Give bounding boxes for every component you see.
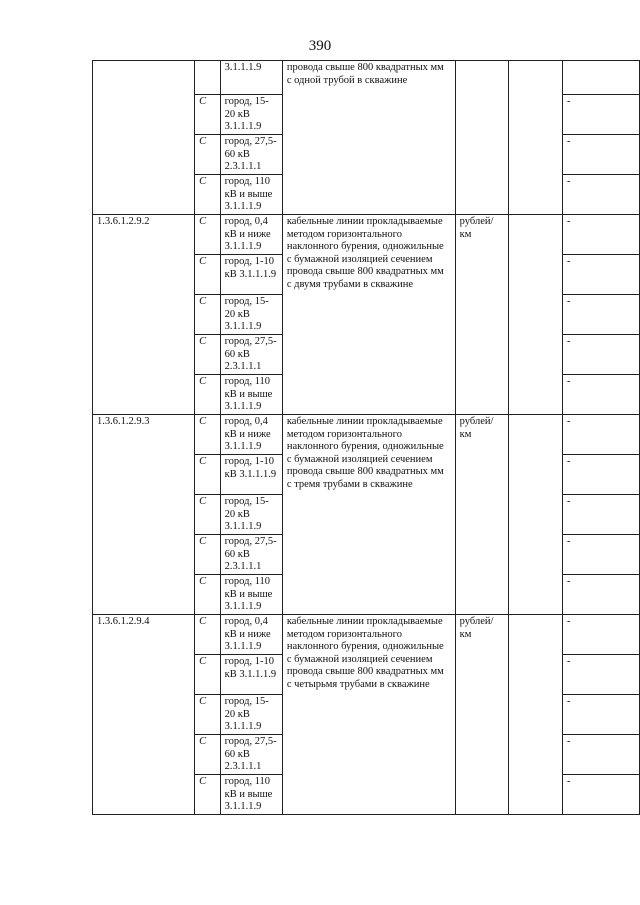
value-cell: - xyxy=(563,655,640,695)
description-cell: провода свыше 800 квадратных мм с одной трубой в скважине xyxy=(282,61,455,215)
value-cell: - xyxy=(563,135,640,175)
empty-cell xyxy=(509,615,563,815)
c-cell: С xyxy=(195,455,221,495)
value-cell: - xyxy=(563,455,640,495)
c-cell: С xyxy=(195,735,221,775)
unit-cell: рублей/ км xyxy=(455,415,508,615)
unit-cell: рублей/ км xyxy=(455,215,508,415)
c-cell: С xyxy=(195,175,221,215)
c-cell: С xyxy=(195,255,221,295)
unit-cell xyxy=(455,61,508,215)
city-cell: город, 0,4 кВ и ниже 3.1.1.1.9 xyxy=(220,415,282,455)
value-cell: - xyxy=(563,615,640,655)
page-number: 390 xyxy=(308,38,332,54)
value-cell: - xyxy=(563,495,640,535)
c-cell: С xyxy=(195,535,221,575)
value-cell: - xyxy=(563,215,640,255)
c-cell: С xyxy=(195,575,221,615)
c-cell: С xyxy=(195,415,221,455)
c-cell: С xyxy=(195,615,221,655)
description-cell: кабельные линии прокладываемые методом горизонтального наклонного бурения, одножильные с бумажной изоляцией сечением провода свыше 800 квадратных мм с двумя трубами в скважине xyxy=(282,215,455,415)
value-cell: - xyxy=(563,775,640,815)
c-cell: С xyxy=(195,135,221,175)
c-cell: С xyxy=(195,295,221,335)
code-cell: 1.3.6.1.2.9.3 xyxy=(93,415,195,615)
table-row xyxy=(93,615,640,655)
value-cell: - xyxy=(563,415,640,455)
city-cell: 3.1.1.1.9 xyxy=(220,61,282,95)
value-cell xyxy=(563,61,640,95)
c-cell: С xyxy=(195,495,221,535)
city-cell: город, 15-20 кВ 3.1.1.1.9 xyxy=(220,695,282,735)
value-cell: - xyxy=(563,335,640,375)
city-cell: город, 27,5-60 кВ 2.3.1.1.1 xyxy=(220,535,282,575)
value-cell: - xyxy=(563,535,640,575)
city-cell: город, 0,4 кВ и ниже 3.1.1.1.9 xyxy=(220,215,282,255)
c-cell xyxy=(195,61,221,95)
city-cell: город, 0,4 кВ и ниже 3.1.1.1.9 xyxy=(220,615,282,655)
code-cell: 1.3.6.1.2.9.2 xyxy=(93,215,195,415)
empty-cell xyxy=(509,415,563,615)
city-cell: город, 27,5-60 кВ 2.3.1.1.1 xyxy=(220,135,282,175)
value-cell: - xyxy=(563,95,640,135)
c-cell: С xyxy=(195,215,221,255)
c-cell: С xyxy=(195,335,221,375)
code-cell xyxy=(93,61,195,215)
value-cell: - xyxy=(563,255,640,295)
city-cell: город, 15-20 кВ 3.1.1.1.9 xyxy=(220,495,282,535)
table-row xyxy=(93,215,640,255)
value-cell: - xyxy=(563,375,640,415)
empty-cell xyxy=(509,215,563,415)
c-cell: С xyxy=(195,375,221,415)
c-cell: С xyxy=(195,775,221,815)
value-cell: - xyxy=(563,175,640,215)
city-cell: город, 110 кВ и выше 3.1.1.1.9 xyxy=(220,175,282,215)
city-cell: город, 110 кВ и выше 3.1.1.1.9 xyxy=(220,375,282,415)
value-cell: - xyxy=(563,735,640,775)
city-cell: город, 27,5-60 кВ 2.3.1.1.1 xyxy=(220,735,282,775)
empty-cell xyxy=(509,61,563,215)
description-cell: кабельные линии прокладываемые методом горизонтального наклонного бурения, одножильные с бумажной изоляцией сечением провода свыше 800 квадратных мм с четырьмя трубами в скважине xyxy=(282,615,455,815)
table-row xyxy=(93,415,640,455)
table-row xyxy=(93,61,640,95)
value-cell: - xyxy=(563,575,640,615)
c-cell: С xyxy=(195,95,221,135)
city-cell: город, 1-10 кВ 3.1.1.1.9 xyxy=(220,455,282,495)
unit-cell: рублей/ км xyxy=(455,615,508,815)
city-cell: город, 27,5-60 кВ 2.3.1.1.1 xyxy=(220,335,282,375)
code-cell: 1.3.6.1.2.9.4 xyxy=(93,615,195,815)
tariff-table xyxy=(92,60,640,815)
city-cell: город, 1-10 кВ 3.1.1.1.9 xyxy=(220,255,282,295)
city-cell: город, 110 кВ и выше 3.1.1.1.9 xyxy=(220,775,282,815)
c-cell: С xyxy=(195,655,221,695)
c-cell: С xyxy=(195,695,221,735)
value-cell: - xyxy=(563,695,640,735)
city-cell: город, 15-20 кВ 3.1.1.1.9 xyxy=(220,95,282,135)
value-cell: - xyxy=(563,295,640,335)
city-cell: город, 15-20 кВ 3.1.1.1.9 xyxy=(220,295,282,335)
city-cell: город, 1-10 кВ 3.1.1.1.9 xyxy=(220,655,282,695)
city-cell: город, 110 кВ и выше 3.1.1.1.9 xyxy=(220,575,282,615)
description-cell: кабельные линии прокладываемые методом горизонтального наклонного бурения, одножильные с бумажной изоляцией сечением провода свыше 800 квадратных мм с тремя трубами в скважине xyxy=(282,415,455,615)
